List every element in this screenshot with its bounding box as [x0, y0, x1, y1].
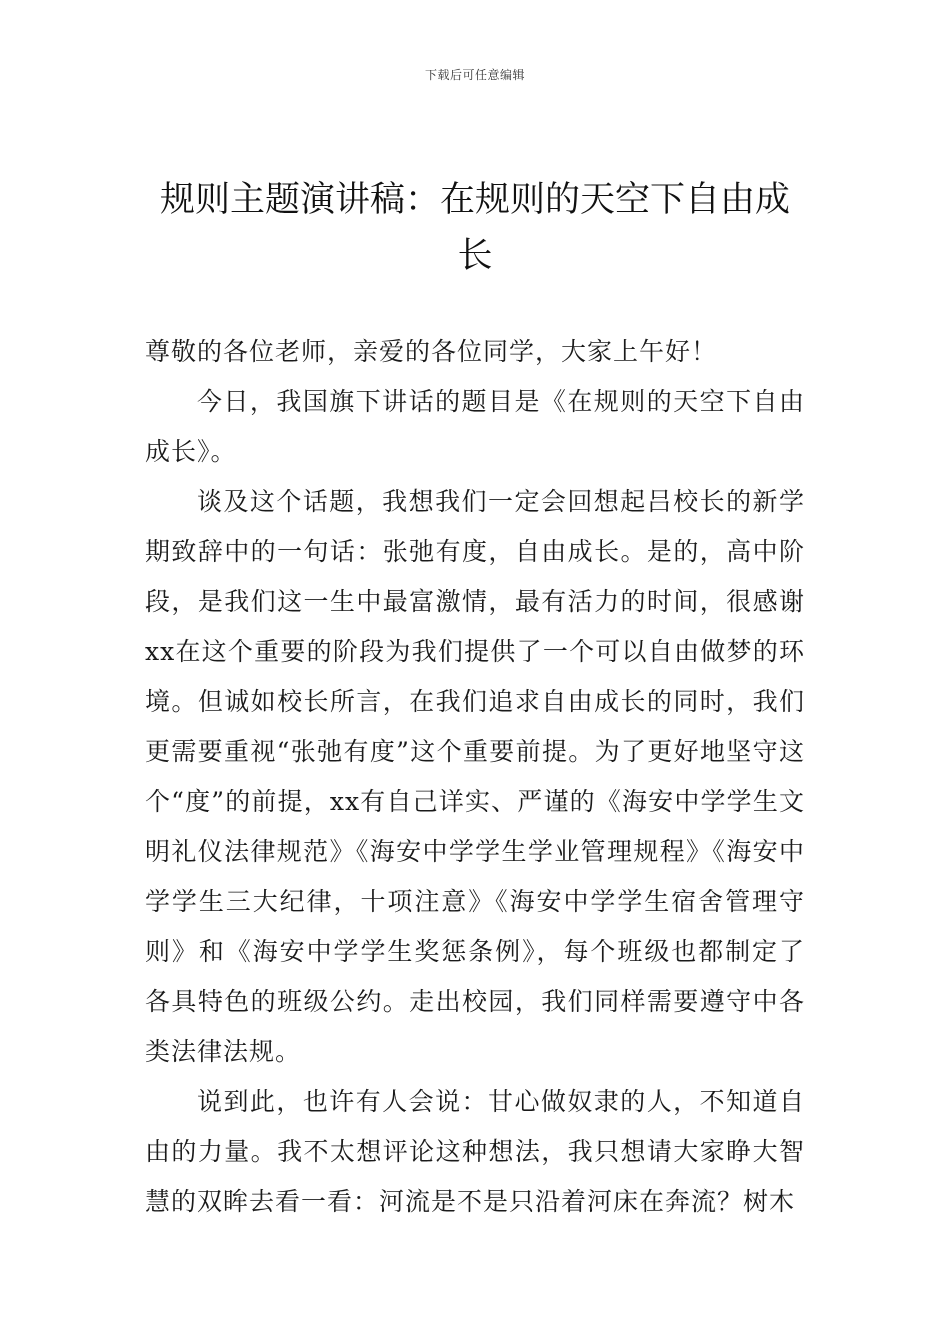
paragraph-topic: 今日，我国旗下讲话的题目是《在规则的天空下自由成长》。: [145, 387, 805, 466]
paragraph-greeting: 尊敬的各位老师，亲爱的各位同学，大家上午好！: [145, 337, 718, 366]
document-title: 规则主题演讲稿：在规则的天空下自由成长: [159, 180, 790, 276]
header-note: 下载后可任意编辑: [424, 68, 525, 82]
document-body: [145, 327, 805, 1227]
paragraph-rules: 谈及这个话题，我想我们一定会回想起吕校长的新学期致辞中的一句话：张弛有度，自由成长。是的，高中阶段，是我们这一生中最富激情，最有活力的时间，很感谢xx在这个重要的阶段为我们提供了一个可以自由做梦的环境。但诚如校长所言，在我们追求自由成长的同时，我们更需要重视“张弛有度”这个重要前提。为了更好地坚守这个“度”的前提，xx有自己详实、严谨的《海安中学学生文明礼仪法律规范》《海安中学学生学业管理规程》《海安中学学生三大纪律，十项注意》《海安中学学生宿舍管理守则》和《海安中学学生奖惩条例》，每个班级也都制定了各具特色的班级公约。走出校园，我们同样需要遵守中各类法律法规。: [145, 487, 805, 1066]
paragraph-freedom: 说到此，也许有人会说：甘心做奴隶的人，不知道自由的力量。我不太想评论这种想法，我只想请大家睁大智慧的双眸去看一看：河流是不是只沿着河床在奔流？树木: [145, 1087, 805, 1216]
